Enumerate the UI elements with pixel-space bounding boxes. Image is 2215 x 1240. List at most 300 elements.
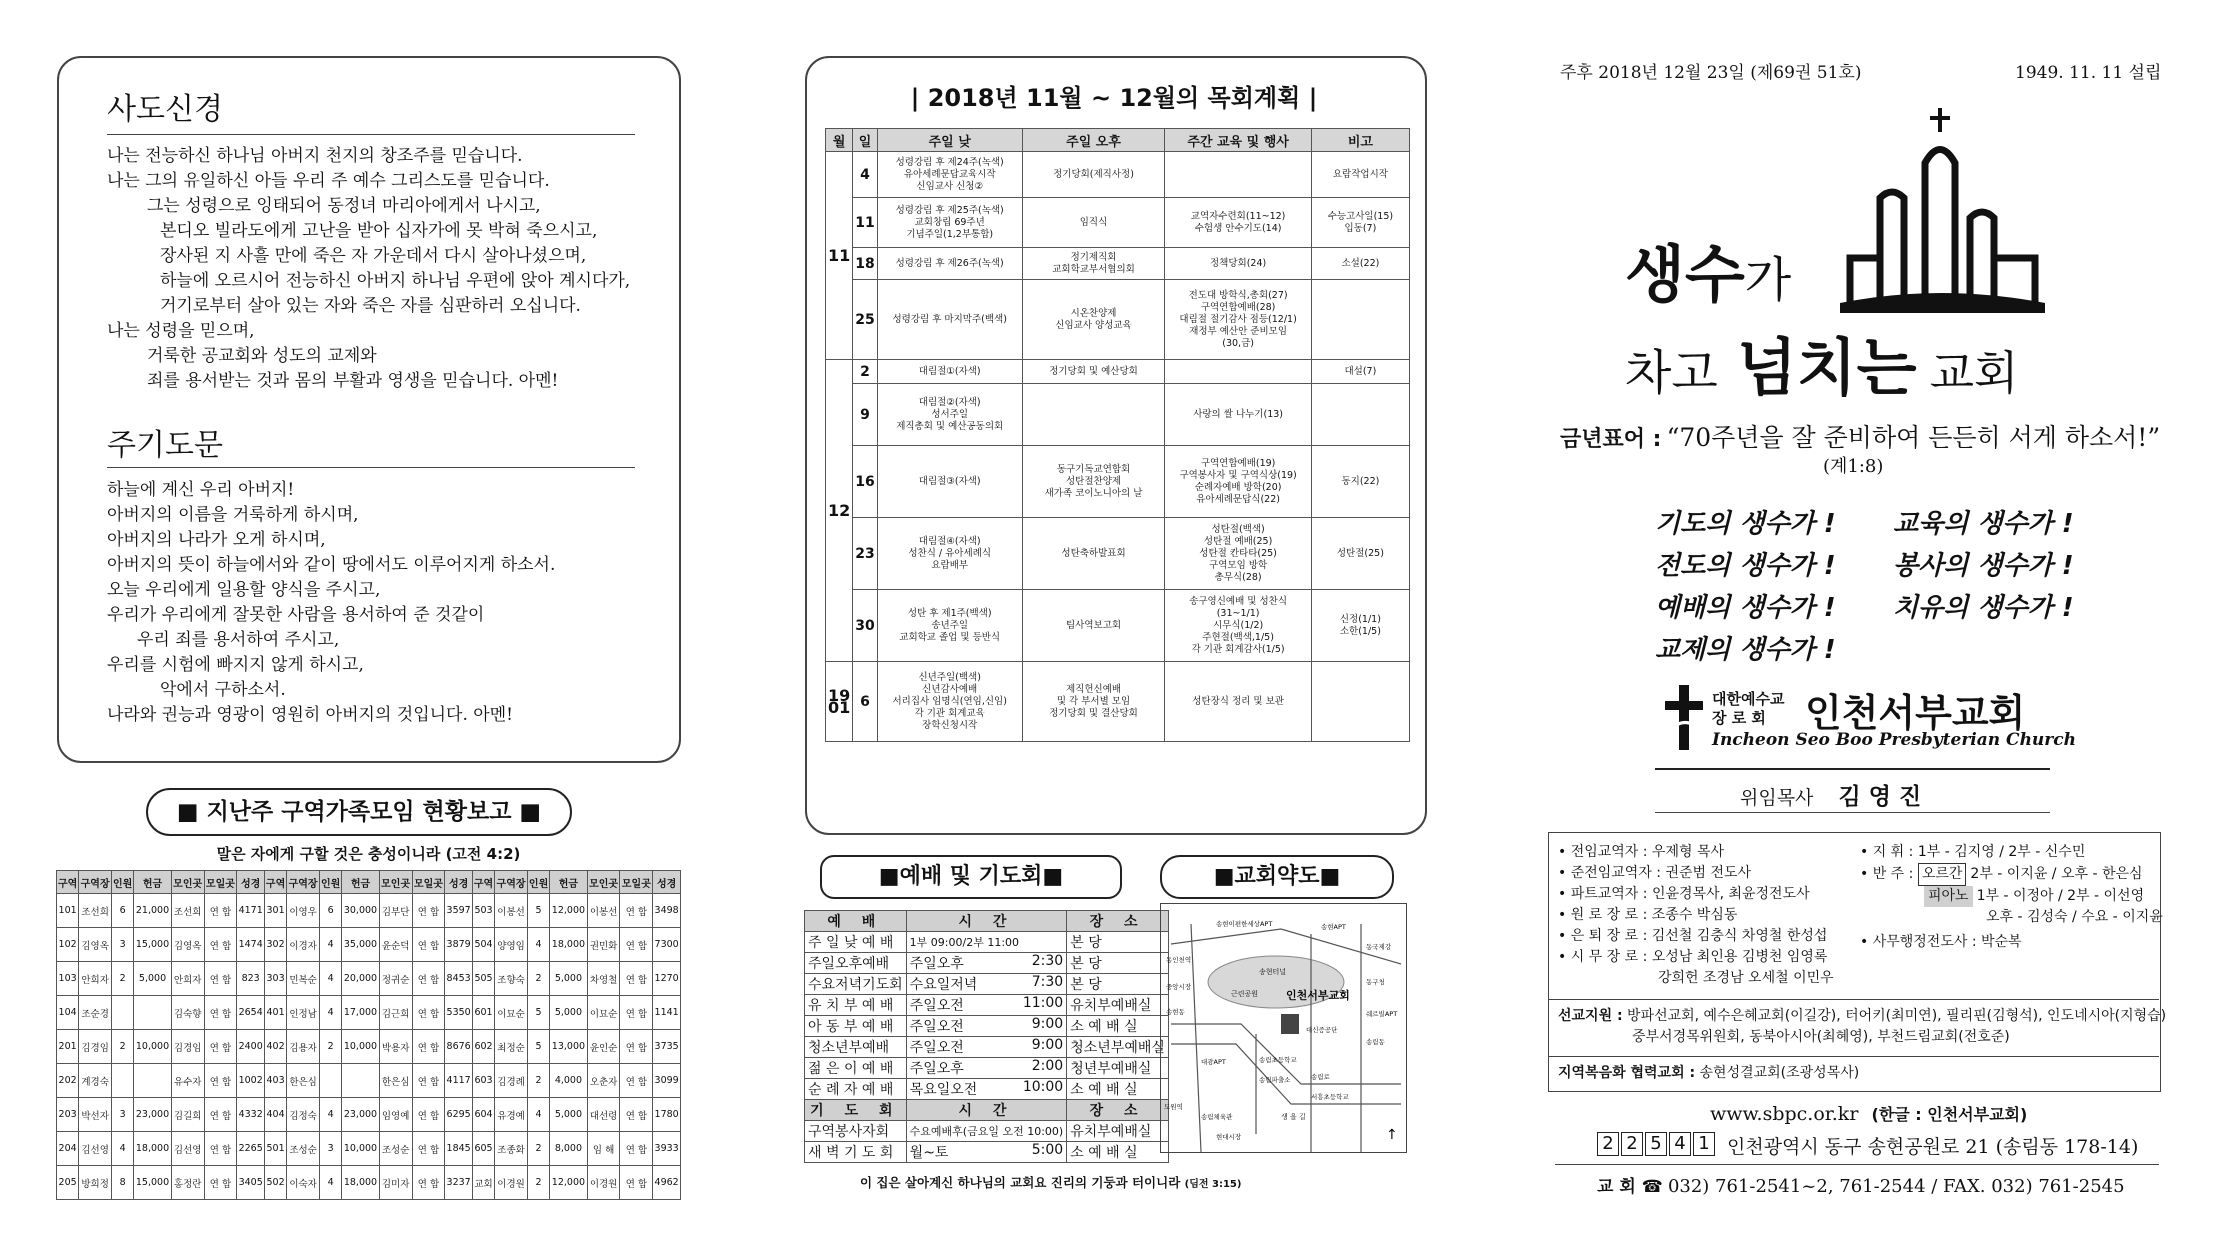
- group-table-cell: 604: [472, 1098, 494, 1132]
- ministry-5: 예배의 생수가 !: [1655, 593, 1836, 623]
- group-table-cell: 5,000: [550, 962, 587, 996]
- group-table-cell: 10,000: [342, 1030, 379, 1064]
- ministry-1: 기도의 생수가 !: [1655, 509, 1836, 539]
- schedule-cell: 신정(1/1) 소한(1/5): [1311, 590, 1409, 662]
- svg-text:송현APT: 송현APT: [1321, 923, 1346, 931]
- group-table-cell: 조순경: [79, 996, 112, 1030]
- group-table-cell: 김근희: [379, 996, 412, 1030]
- group-table-cell: 연 합: [412, 1166, 445, 1200]
- worship-time-hour: 11:00: [1022, 995, 1064, 1011]
- worship-row: [805, 1037, 1169, 1058]
- schedule-cell: 요람작업시작: [1311, 152, 1409, 198]
- schedule-day: 6: [853, 662, 877, 742]
- group-table-header: 인원: [112, 871, 134, 894]
- group-table-cell: 203: [57, 1098, 79, 1132]
- svg-text:현대시장: 현대시장: [1216, 1133, 1242, 1141]
- group-table-cell: 조선희: [171, 894, 204, 928]
- group-table-cell: 조선희: [79, 894, 112, 928]
- worship-time: 수요예배후(금요일 오전 10:00): [906, 1121, 1067, 1142]
- schedule-header: 월: [826, 129, 853, 152]
- group-table-header: 인원: [527, 871, 549, 894]
- creed-line: 거기로부터 살아 있는 자와 죽은 자를 심판하러 오십니다.: [160, 296, 581, 316]
- group-table-cell: 이영우: [287, 894, 320, 928]
- pastor-divider-bottom: [1655, 812, 2050, 813]
- svg-text:송림체육관: 송림체육관: [1201, 1113, 1233, 1121]
- schedule-cell: [1311, 384, 1409, 446]
- group-table-cell: 301: [264, 894, 286, 928]
- svg-text:송림동: 송림동: [1366, 1038, 1385, 1046]
- group-table-cell: 202: [57, 1064, 79, 1098]
- group-table-cell: 3: [320, 1132, 342, 1166]
- schedule-cell: [1165, 152, 1311, 198]
- church-english-name: Incheon Seo Boo Presbyterian Church: [1712, 730, 2076, 750]
- group-table-cell: 3933: [653, 1132, 681, 1166]
- church-marker-icon: [1281, 1014, 1299, 1034]
- group-table-cell: 이묘순: [587, 996, 620, 1030]
- svg-text:도원역: 도원역: [1164, 1103, 1183, 1111]
- group-table-cell: 연 합: [412, 996, 445, 1030]
- group-table-cell: 1270: [653, 962, 681, 996]
- creed-line: 나는 성령을 믿으며,: [107, 321, 255, 341]
- group-table-cell: 양영임: [495, 928, 528, 962]
- group-table-cell: 4332: [237, 1098, 265, 1132]
- group-table-cell: 602: [472, 1030, 494, 1064]
- schedule-cell: 정기당회(제직사정): [1022, 152, 1165, 198]
- group-table-cell: 8676: [445, 1030, 473, 1064]
- website: www.sbpc.or.kr (한글 : 인천서부교회): [1710, 1103, 2028, 1125]
- group-table-cell: 2400: [237, 1030, 265, 1064]
- worship-time-hour: 9:00: [1031, 1037, 1064, 1053]
- worship-time-day: 수요일저녁: [909, 977, 978, 993]
- schedule-cell: 성령강림 후 제24주(녹색) 유아세례문답교육시작 신임교사 신청②: [877, 152, 1022, 198]
- group-table-header: 헌금: [134, 871, 171, 894]
- group-table-cell: 김선영: [171, 1132, 204, 1166]
- group-table-cell: 205: [57, 1166, 79, 1200]
- group-table-header: 모인곳: [587, 871, 620, 894]
- group-table-cell: 김경례: [495, 1064, 528, 1098]
- staff-divider: [1548, 999, 2159, 1000]
- group-table-cell: 조성순: [287, 1132, 320, 1166]
- worship-name: 주 일 낮 예 배: [805, 932, 907, 953]
- group-table-header: 성경: [653, 871, 681, 894]
- schedule-cell: 성령강림 후 마지막주(백색): [877, 280, 1022, 360]
- schedule-cell: 동지(22): [1311, 446, 1409, 518]
- worship-row: [805, 1016, 1169, 1037]
- worship-header-row: [805, 1100, 1169, 1121]
- svg-text:근린공원: 근린공원: [1231, 990, 1259, 998]
- schedule-cell: 수능고사일(15) 입동(7): [1311, 198, 1409, 248]
- group-table-row: [57, 894, 681, 928]
- group-table-cell: 5,000: [550, 996, 587, 1030]
- worship-row: [805, 1058, 1169, 1079]
- schedule-cell: 임직식: [1022, 198, 1165, 248]
- group-table-cell: 3237: [445, 1166, 473, 1200]
- group-table-cell: 연 합: [204, 928, 237, 962]
- svg-text:대신증공단: 대신증공단: [1306, 1026, 1338, 1034]
- schedule-cell: [1311, 662, 1409, 742]
- schedule-header: 주일 낮: [877, 129, 1022, 152]
- group-table-cell: 연 합: [620, 1098, 653, 1132]
- group-table-cell: 18,000: [342, 1166, 379, 1200]
- group-table-cell: 김미자: [379, 1166, 412, 1200]
- group-table-header: 모일곳: [204, 871, 237, 894]
- group-table-cell: 4: [320, 1166, 342, 1200]
- prayer-line: 오늘 우리에게 일용할 양식을 주시고,: [107, 580, 381, 600]
- group-table-cell: [112, 1064, 134, 1098]
- prayer-line: 아버지의 이름을 거룩하게 하시며,: [107, 505, 359, 525]
- worship-time-hour: 2:30: [1031, 953, 1064, 969]
- schedule-day: 11: [853, 198, 877, 248]
- group-table-cell: 계경숙: [79, 1064, 112, 1098]
- schedule-row: [826, 360, 1410, 384]
- group-table-cell: 연 합: [204, 1098, 237, 1132]
- worship-name: 청소년부예배: [805, 1037, 907, 1058]
- group-table-cell: 연 합: [412, 1030, 445, 1064]
- group-table-cell: 302: [264, 928, 286, 962]
- prayer-line: 아버지의 나라가 오게 하시며,: [107, 530, 326, 550]
- address: 인천광역시 동구 송현공원로 21 (송림동 178-14): [1727, 1136, 2139, 1158]
- schedule-row: [826, 198, 1410, 248]
- group-table-cell: 10,000: [342, 1132, 379, 1166]
- staff-right: • 지 휘 : 1부 - 김지영 / 2부 - 신수민 • 반 주 : 오르간 2부 - 이지윤 / 오후 - 한은심 피아노 1부 - 이정아 / 2부 - 이선영 오후 - 김성숙 / 수요 - 이지윤 • 사무행정전도사 : 박순복: [1860, 844, 2163, 950]
- contact-divider: [1555, 1164, 2159, 1165]
- group-table-cell: 18,000: [550, 928, 587, 962]
- group-table-cell: 4: [320, 962, 342, 996]
- denomination: 대한예수교 장 로 회: [1712, 690, 1785, 727]
- worship-time-day: 주일오후: [909, 956, 964, 972]
- church-logo-icon: [1665, 685, 1705, 750]
- worship-time: [906, 1037, 1067, 1058]
- worship-time: 1부 09:00/2부 11:00: [906, 932, 1067, 953]
- worship-time-day: 주일오전: [909, 1019, 964, 1035]
- group-table-cell: 6: [320, 894, 342, 928]
- worship-place: 유치부예배실: [1067, 1121, 1169, 1142]
- group-table-cell: 민복순: [287, 962, 320, 996]
- creed-line: 그는 성령으로 잉태되어 동정녀 마리아에게서 나시고,: [147, 196, 541, 216]
- worship-verse-ref: (딤전 3:15): [1184, 1179, 1242, 1190]
- worship-name: 젊 은 이 예 배: [805, 1058, 907, 1079]
- group-table-cell: 4: [112, 1132, 134, 1166]
- group-report-table: [56, 870, 681, 1200]
- worship-place: 소 예 배 실: [1067, 1079, 1169, 1100]
- group-table-cell: 2: [320, 1030, 342, 1064]
- prayer-line: 악에서 구하소서.: [160, 680, 286, 700]
- group-report-title: ■ 지난주 구역가족모임 현황보고 ■: [146, 788, 572, 836]
- group-table-cell: 404: [264, 1098, 286, 1132]
- group-table-cell: 15,000: [134, 928, 171, 962]
- group-table-cell: 35,000: [342, 928, 379, 962]
- schedule-month: 19 01: [826, 662, 853, 742]
- group-table-cell: 4: [527, 928, 549, 962]
- prayer-line: 나라와 권능과 영광이 영원히 아버지의 것입니다. 아멘!: [107, 705, 513, 725]
- group-table-header: 모인곳: [379, 871, 412, 894]
- group-table-header: 구역장: [79, 871, 112, 894]
- group-table-cell: 조향숙: [495, 962, 528, 996]
- group-table-cell: 연 합: [620, 1064, 653, 1098]
- schedule-cell: 정책당회(24): [1165, 248, 1311, 280]
- group-table-cell: 3735: [653, 1030, 681, 1064]
- schedule-row: [826, 446, 1410, 518]
- group-table-cell: 601: [472, 996, 494, 1030]
- worship-row: [805, 932, 1169, 953]
- group-table-cell: 2: [527, 1064, 549, 1098]
- group-table-row: [57, 1132, 681, 1166]
- svg-text:동인천역: 동인천역: [1166, 956, 1192, 964]
- bulletin-date: 주후 2018년 12월 23일 (제69권 51호): [1560, 63, 1862, 83]
- group-table-cell: 823: [237, 962, 265, 996]
- svg-text:송현이편한세상APT: 송현이편한세상APT: [1216, 920, 1273, 928]
- church-name: 인천서부교회: [1805, 691, 2026, 735]
- schedule-cell: 팀사역보고회: [1022, 590, 1165, 662]
- group-table-cell: 21,000: [134, 894, 171, 928]
- group-table-cell: [134, 1064, 171, 1098]
- worship-name: 새 벽 기 도 회: [805, 1142, 907, 1163]
- group-table-cell: 안희자: [171, 962, 204, 996]
- group-table-cell: [134, 996, 171, 1030]
- worship-name: 주일오후예배: [805, 953, 907, 974]
- group-table-header: 헌금: [550, 871, 587, 894]
- svg-text:생 을 길: 생 을 길: [1281, 1113, 1306, 1121]
- group-table-cell: 503: [472, 894, 494, 928]
- group-table-row: [57, 996, 681, 1030]
- worship-place: 본 당: [1067, 932, 1169, 953]
- group-table-cell: 연 합: [412, 1132, 445, 1166]
- group-table-cell: 8: [112, 1166, 134, 1200]
- group-table-cell: 10,000: [134, 1030, 171, 1064]
- group-table-cell: 2: [112, 1030, 134, 1064]
- group-table-cell: 3: [112, 928, 134, 962]
- pastor: 위임목사 김 영 진: [1740, 784, 1922, 810]
- group-table-cell: 김경임: [171, 1030, 204, 1064]
- schedule-cell: 성령강림 후 제25주(녹색) 교회창립 69주년 기념주일(1,2부통합): [877, 198, 1022, 248]
- schedule-cell: 성탄 후 제1주(백색) 송년주일 교회학교 졸업 및 등반식: [877, 590, 1022, 662]
- group-table-cell: 연 합: [620, 996, 653, 1030]
- schedule-cell: 정기당회 및 예산당회: [1022, 360, 1165, 384]
- group-table-cell: 연 합: [412, 894, 445, 928]
- group-table-header: 구역장: [495, 871, 528, 894]
- group-table-cell: 연 합: [620, 894, 653, 928]
- group-table-cell: 임영예: [379, 1098, 412, 1132]
- schedule-cell: 소설(22): [1311, 248, 1409, 280]
- group-table-cell: 2654: [237, 996, 265, 1030]
- worship-header: 예 배: [805, 911, 907, 932]
- group-table-row: [57, 1064, 681, 1098]
- group-table-cell: [112, 996, 134, 1030]
- worship-time: [906, 1058, 1067, 1079]
- worship-row: [805, 1142, 1169, 1163]
- group-table-cell: 김부단: [379, 894, 412, 928]
- svg-text:대광APT: 대광APT: [1201, 1058, 1226, 1066]
- worship-place: 본 당: [1067, 974, 1169, 995]
- group-table-cell: 2265: [237, 1132, 265, 1166]
- svg-text:송현터널: 송현터널: [1259, 968, 1287, 976]
- svg-text:동국제강: 동국제강: [1366, 943, 1392, 951]
- svg-text:동구청: 동구청: [1366, 978, 1385, 986]
- schedule-header: 주간 교육 및 행사: [1165, 129, 1311, 152]
- group-table-cell: 유경예: [495, 1098, 528, 1132]
- group-table-cell: 김용자: [287, 1030, 320, 1064]
- worship-place: 소 예 배 실: [1067, 1016, 1169, 1037]
- schedule-day: 2: [853, 360, 877, 384]
- creed-line: 나는 전능하신 하나님 아버지 천지의 창조주를 믿습니다.: [107, 146, 523, 166]
- worship-time: [906, 953, 1067, 974]
- worship-time: [906, 1016, 1067, 1037]
- group-table-cell: 오춘자: [587, 1064, 620, 1098]
- pastor-divider: [1655, 768, 2050, 770]
- group-table-cell: 201: [57, 1030, 79, 1064]
- group-table-cell: 1002: [237, 1064, 265, 1098]
- prayer-line: 우리가 우리에게 잘못한 사람을 용서하여 준 것같이: [107, 605, 485, 625]
- group-table-cell: 5350: [445, 996, 473, 1030]
- group-table-cell: 603: [472, 1064, 494, 1098]
- schedule-cell: [1165, 360, 1311, 384]
- group-table-cell: 이봉선: [495, 894, 528, 928]
- group-table-cell: 김영옥: [171, 928, 204, 962]
- group-table-cell: 연 합: [204, 1064, 237, 1098]
- worship-time-hour: 10:00: [1022, 1079, 1064, 1095]
- local-partner: 지역복음화 협력교회 : 송현성결교회(조광성목사): [1558, 1065, 1860, 1081]
- worship-place: 유치부예배실: [1067, 995, 1169, 1016]
- group-table-cell: 2: [527, 962, 549, 996]
- schedule-day: 23: [853, 518, 877, 590]
- postal-code: 2 2 5 4 1: [1597, 1132, 1717, 1156]
- schedule-day: 16: [853, 446, 877, 518]
- group-table-cell: 104: [57, 996, 79, 1030]
- group-table-cell: 이묘순: [495, 996, 528, 1030]
- worship-place: 소 예 배 실: [1067, 1142, 1169, 1163]
- schedule-cell: 사랑의 쌀 나누기(13): [1165, 384, 1311, 446]
- worship-time-day: 목요일오전: [909, 1082, 978, 1098]
- group-table-cell: 연 합: [412, 1064, 445, 1098]
- svg-text:송현동: 송현동: [1166, 1008, 1185, 1016]
- prayer-title: 주기도문: [107, 428, 223, 463]
- group-table-header: 모일곳: [620, 871, 653, 894]
- schedule-day: 4: [853, 152, 877, 198]
- group-table-cell: 3498: [653, 894, 681, 928]
- group-table-header: 구역: [264, 871, 286, 894]
- worship-header: 시 간: [906, 1100, 1067, 1121]
- group-table-cell: 13,000: [550, 1030, 587, 1064]
- worship-header-row: [805, 911, 1169, 932]
- group-table-cell: 20,000: [342, 962, 379, 996]
- svg-text:송림초등학교: 송림초등학교: [1259, 1056, 1297, 1064]
- group-table-cell: 505: [472, 962, 494, 996]
- schedule-cell: 신년주일(백색) 신년감사예배 서리집사 임명식(연임,신임) 각 기관 회계교육 장학신청시작: [877, 662, 1022, 742]
- worship-place: 청년부예배실: [1067, 1058, 1169, 1079]
- group-table-cell: [320, 1064, 342, 1098]
- schedule-row: [826, 662, 1410, 742]
- svg-text:송림파출소: 송림파출소: [1259, 1076, 1291, 1084]
- worship-time-hour: 9:00: [1031, 1016, 1064, 1032]
- phone: 교 회 ☎ 032) 761-2541~2, 761-2544 / FAX. 032) 761-2545: [1597, 1176, 2125, 1197]
- schedule-header: 일: [853, 129, 877, 152]
- group-table-cell: 1141: [653, 996, 681, 1030]
- group-table-header: 구역: [472, 871, 494, 894]
- group-table-cell: 4: [320, 996, 342, 1030]
- schedule-cell: 구역연합예배(19) 구역봉사자 및 구역식상(19) 순례자예배 방학(20) 유아세례문답식(22): [1165, 446, 1311, 518]
- prayer-line: 하늘에 계신 우리 아버지!: [107, 480, 295, 500]
- schedule-cell: 동구기독교연합회 성탄절찬양제 새가족 코이노니아의 날: [1022, 446, 1165, 518]
- group-table-cell: 방희정: [79, 1166, 112, 1200]
- group-table-cell: 5: [527, 894, 549, 928]
- creed-line: 하늘에 오르시어 전능하신 아버지 하나님 우편에 앉아 계시다가,: [160, 271, 631, 291]
- group-table-cell: 2: [112, 962, 134, 996]
- worship-row: [805, 995, 1169, 1016]
- ministry-6: 치유의 생수가 !: [1893, 593, 2074, 623]
- group-table-cell: 4117: [445, 1064, 473, 1098]
- group-table-cell: 4: [320, 928, 342, 962]
- group-table-cell: 조종화: [495, 1132, 528, 1166]
- schedule-cell: 전도대 방학식,총회(27) 구역연합예배(28) 대림절 절기감사 점등(12/1) 재정부 예산안 준비모임 (30,금): [1165, 280, 1311, 360]
- church-building-icon: [1840, 108, 2045, 313]
- group-table-cell: 303: [264, 962, 286, 996]
- motto-label: 금년표어 :: [1560, 427, 1662, 452]
- group-table-cell: 5: [527, 1030, 549, 1064]
- church-map: [1160, 903, 1407, 1153]
- group-table-cell: 2: [527, 1166, 549, 1200]
- group-table-cell: 인정남: [287, 996, 320, 1030]
- svg-text:인천서부교회: 인천서부교회: [1286, 989, 1350, 1002]
- schedule-row: [826, 280, 1410, 360]
- worship-name: 순 례 자 예 배: [805, 1079, 907, 1100]
- group-table-cell: 3099: [653, 1064, 681, 1098]
- group-table-cell: 김길희: [171, 1098, 204, 1132]
- worship-header: 장 소: [1067, 1100, 1169, 1121]
- group-table-cell: 101: [57, 894, 79, 928]
- prayer-line: 우리 죄를 용서하여 주시고,: [137, 630, 340, 650]
- worship-row: [805, 1079, 1169, 1100]
- group-table-cell: 연 합: [204, 894, 237, 928]
- group-report-verse: 말은 자에게 구할 것은 충성이니라 (고전 4:2): [216, 845, 521, 863]
- group-table-cell: 이경원: [495, 1166, 528, 1200]
- svg-text:쉐르빌APT: 쉐르빌APT: [1366, 1010, 1398, 1018]
- group-table-cell: 15,000: [134, 1166, 171, 1200]
- group-table-cell: 102: [57, 928, 79, 962]
- group-table-cell: 안희자: [79, 962, 112, 996]
- ministry-2: 교육의 생수가 !: [1893, 509, 2074, 539]
- schedule-cell: 교역자수련회(11~12) 수험생 안수기도(14): [1165, 198, 1311, 248]
- group-table-header: 헌금: [342, 871, 379, 894]
- group-table-cell: 임 해: [587, 1132, 620, 1166]
- worship-time-hour: 5:00: [1031, 1142, 1064, 1158]
- schedule-cell: 성탄장식 정리 및 보관: [1165, 662, 1311, 742]
- group-table-cell: 5,000: [550, 1098, 587, 1132]
- group-table-cell: 1780: [653, 1098, 681, 1132]
- group-table-cell: 4: [320, 1098, 342, 1132]
- creed-line: 본디오 빌라도에게 고난을 받아 십자가에 못 박혀 죽으시고,: [160, 221, 598, 241]
- group-table-cell: 김정숙: [287, 1098, 320, 1132]
- schedule-row: [826, 590, 1410, 662]
- worship-place: 청소년부예배실: [1067, 1037, 1169, 1058]
- prayer-line: 우리를 시험에 빠지지 않게 하시고,: [107, 655, 364, 675]
- worship-time: [906, 1079, 1067, 1100]
- group-table-cell: 연 합: [412, 962, 445, 996]
- worship-header: 기 도 회: [805, 1100, 907, 1121]
- group-table-row: [57, 962, 681, 996]
- group-table-cell: 교회: [472, 1166, 494, 1200]
- group-table-cell: 4171: [237, 894, 265, 928]
- group-table-cell: 한은심: [379, 1064, 412, 1098]
- mission-support: 선교지원 : 방파선교회, 예수은혜교회(이길강), 터어키(최미연), 필리핀(김형석), 인도네시아(지형습) 중부서경목위원회, 동북아시아(최혜영), 부천드림교회(전호준): [1558, 1008, 2167, 1045]
- group-table-cell: 5,000: [134, 962, 171, 996]
- group-table-cell: 윤인순: [587, 1030, 620, 1064]
- group-table-cell: 5: [527, 996, 549, 1030]
- schedule-cell: 성령강림 후 제26주(녹색): [877, 248, 1022, 280]
- group-table-cell: 연 합: [620, 962, 653, 996]
- group-table-cell: 박선자: [79, 1098, 112, 1132]
- worship-time-day: 주일오전: [909, 998, 964, 1014]
- schedule-cell: 성탄축하발표회: [1022, 518, 1165, 590]
